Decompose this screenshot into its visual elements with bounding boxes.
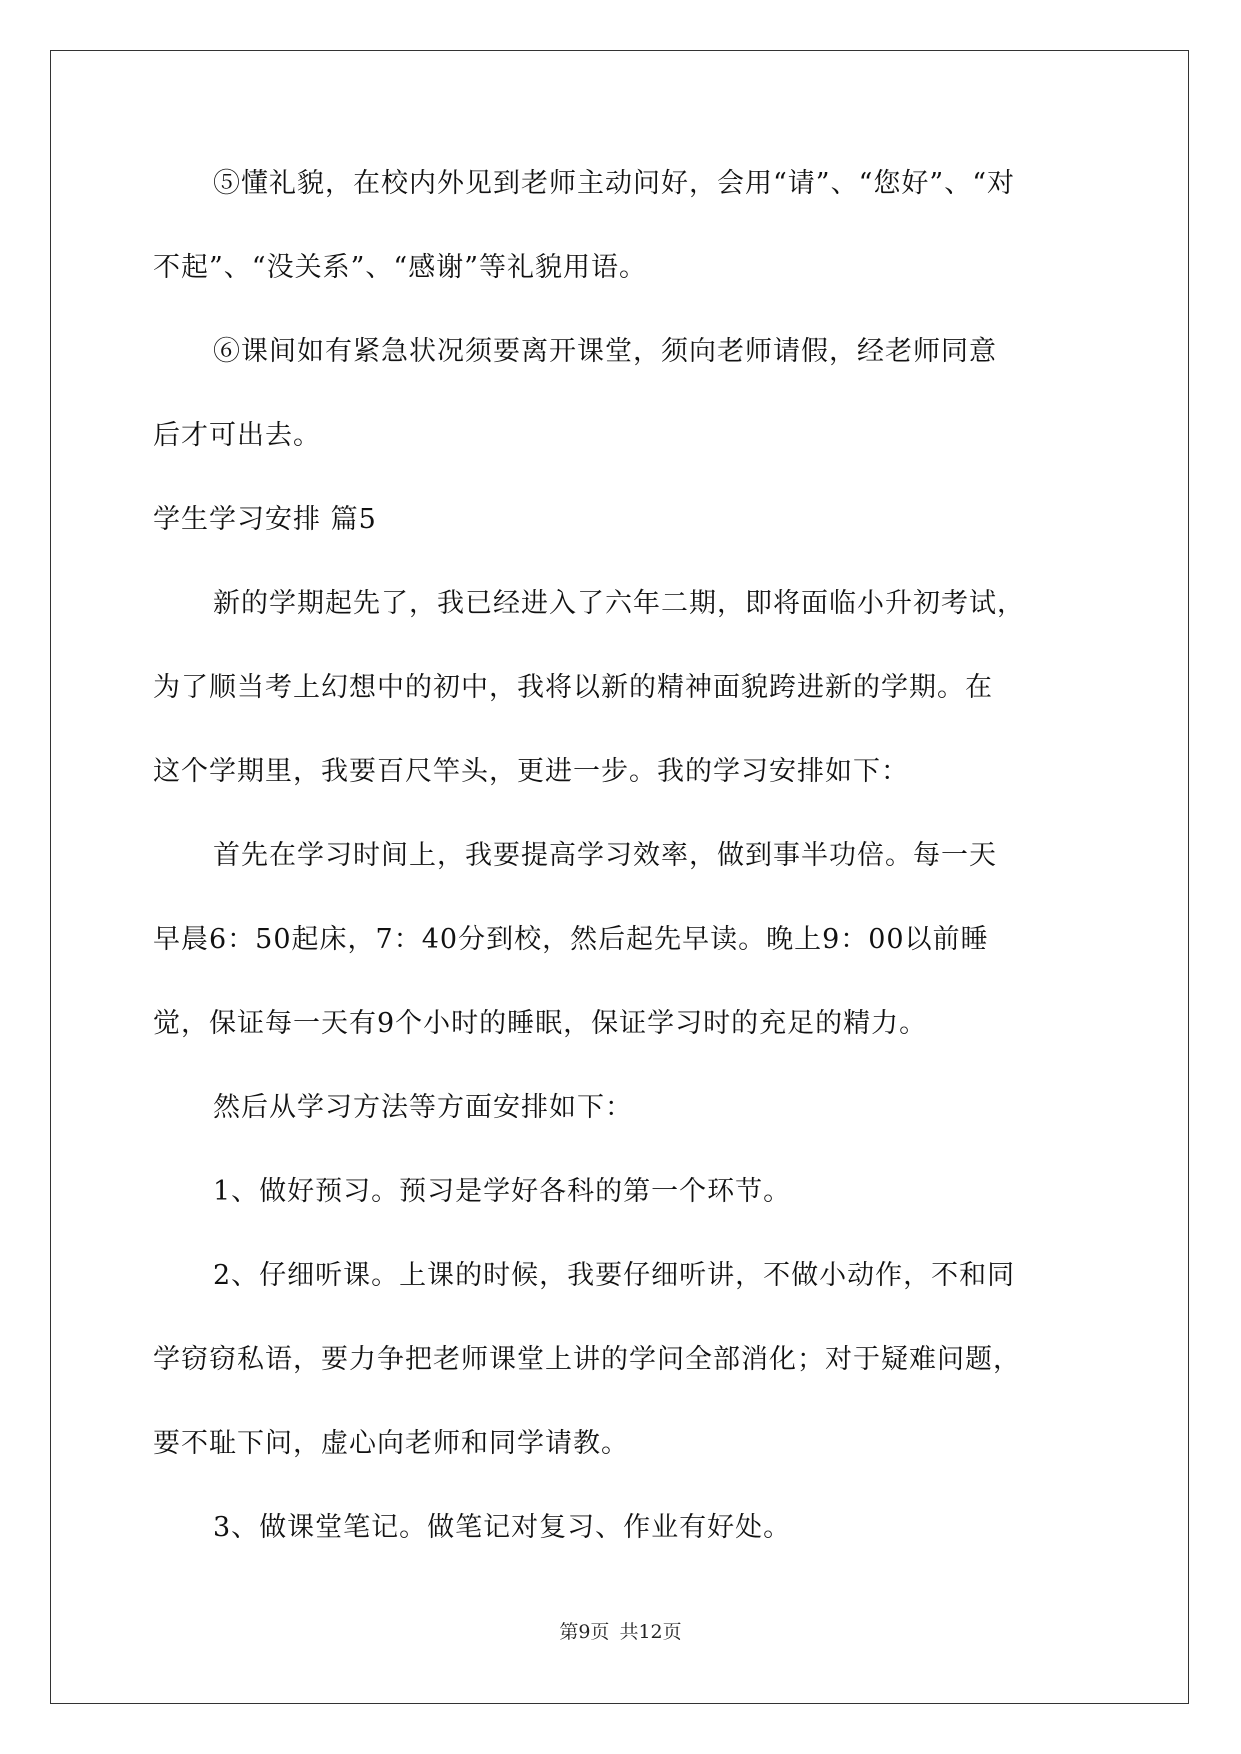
- paragraph-line: ⑥课间如有紧急状况须要离开课堂，须向老师请假，经老师同意: [213, 336, 997, 367]
- page-number: 第9页: [559, 1621, 610, 1643]
- paragraph-line: 为了顺当考上幻想中的初中，我将以新的精神面貌跨进新的学期。在: [153, 672, 993, 703]
- page-total: 共12页: [619, 1621, 682, 1643]
- paragraph-line: 学窃窃私语，要力争把老师课堂上讲的学问全部消化；对于疑难问题，: [153, 1344, 1021, 1375]
- paragraph-line: 早晨6：50起床，7：40分到校，然后起先早读。晚上9：00以前睡: [153, 924, 989, 955]
- paragraph-line: 后才可出去。: [153, 420, 321, 451]
- list-item: 3、做课堂笔记。做笔记对复习、作业有好处。: [213, 1512, 792, 1543]
- list-item: 1、做好预习。预习是学好各科的第一个环节。: [213, 1176, 792, 1207]
- document-body: [153, 168, 1113, 1596]
- paragraph-line: 要不耻下问，虚心向老师和同学请教。: [153, 1428, 629, 1459]
- paragraph-line: 首先在学习时间上，我要提高学习效率，做到事半功倍。每一天: [213, 840, 997, 871]
- paragraph-line: ⑤懂礼貌，在校内外见到老师主动问好，会用“请”、“您好”、“对: [213, 168, 1016, 199]
- list-item: 2、仔细听课。上课的时候，我要仔细听讲，不做小动作，不和同: [213, 1260, 1016, 1291]
- paragraph-line: 觉，保证每一天有9个小时的睡眠，保证学习时的充足的精力。: [153, 1008, 928, 1039]
- paragraph-line: 这个学期里，我要百尺竿头，更进一步。我的学习安排如下：: [153, 756, 909, 787]
- paragraph-line: 然后从学习方法等方面安排如下：: [213, 1092, 633, 1123]
- paragraph-line: 新的学期起先了，我已经进入了六年二期，即将面临小升初考试，: [213, 588, 1025, 619]
- paragraph-line: 不起”、“没关系”、“感谢”等礼貌用语。: [153, 252, 648, 283]
- section-heading: 学生学习安排 篇5: [153, 504, 377, 535]
- page-footer: [0, 1617, 1241, 1644]
